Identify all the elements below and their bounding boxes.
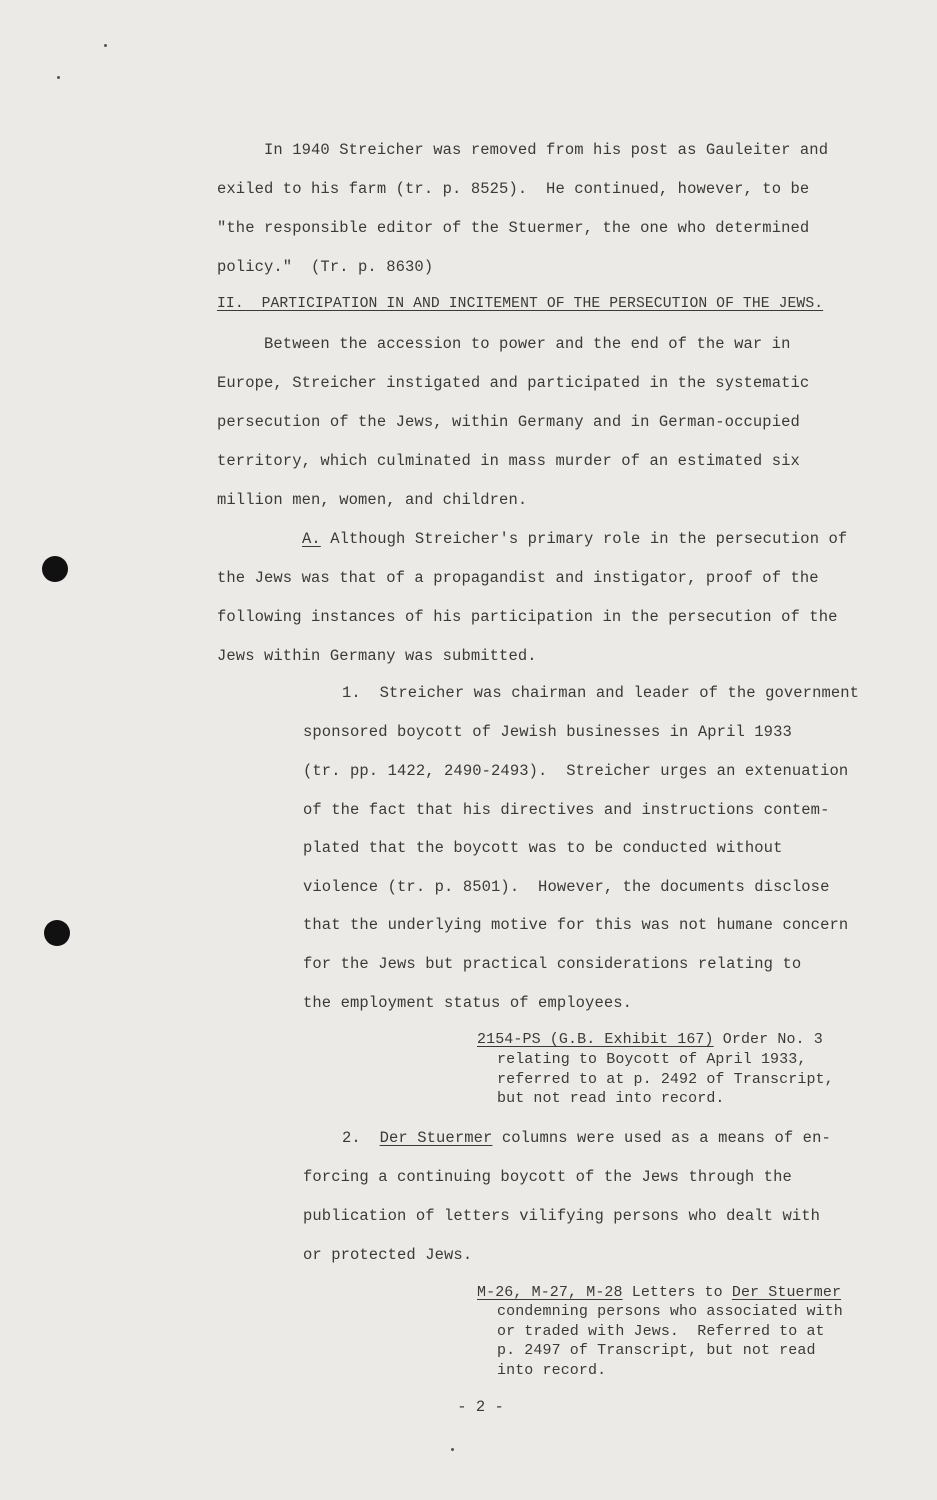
item1-line: sponsored boycott of Jewish businesses in April 1933: [303, 723, 792, 741]
para2-line: territory, which culminated in mass murder of an estimated six: [217, 452, 800, 470]
para2-line: million men, women, and children.: [217, 491, 528, 509]
ref2-title: Der Stuermer: [731, 1284, 842, 1301]
item2-first-text: columns were used as a means of en-: [492, 1129, 831, 1147]
page-number: - 2 -: [457, 1398, 504, 1416]
para2-line: persecution of the Jews, within Germany and in German-occupied: [217, 413, 800, 431]
item2-line: forcing a continuing boycott of the Jews through the: [303, 1168, 792, 1186]
punch-hole-top: [42, 556, 68, 582]
para2-line: Between the accession to power and the end of the war in: [264, 335, 791, 353]
ref1-line: but not read into record.: [497, 1090, 725, 1107]
ref1-line: relating to Boycott of April 1933,: [497, 1051, 807, 1068]
paraA-first-text: Although Streicher's primary role in the persecution of: [320, 530, 848, 548]
para1-line: "the responsible editor of the Stuermer, the one who determined: [217, 219, 810, 237]
ref2-line: or traded with Jews. Referred to at: [497, 1323, 825, 1340]
ref2-first-line: [477, 1283, 841, 1302]
item1-line: of the fact that his directives and instructions contem-: [303, 801, 830, 819]
para1-line: exiled to his farm (tr. p. 8525). He continued, however, to be: [217, 180, 810, 198]
item1-line: violence (tr. p. 8501). However, the documents disclose: [303, 878, 830, 896]
paraA-first-line: [302, 529, 847, 549]
ref2-line: p. 2497 of Transcript, but not read: [497, 1342, 816, 1359]
paraA-line: following instances of his participation in the persecution of the: [217, 608, 838, 626]
item1-line: for the Jews but practical considerations relating to: [303, 955, 802, 973]
section-heading: II. PARTICIPATION IN AND INCITEMENT OF THE PERSECUTION OF THE JEWS.: [217, 296, 824, 312]
item2-first-line: [342, 1128, 831, 1148]
speck: [104, 44, 107, 47]
ref1-exhibit: 2154-PS (G.B. Exhibit 167): [477, 1031, 714, 1048]
paraA-line: the Jews was that of a propagandist and instigator, proof of the: [217, 569, 819, 587]
punch-hole-bottom: [44, 920, 70, 946]
ref2-line: into record.: [497, 1362, 607, 1379]
item1-line: that the underlying motive for this was not humane concern: [303, 916, 849, 934]
ref1-first-line: [477, 1030, 823, 1049]
ref2-exhibit: M-26, M-27, M-28: [477, 1284, 623, 1301]
ref1-line: referred to at p. 2492 of Transcript,: [497, 1071, 834, 1088]
ref2-mid-text: Letters to: [622, 1284, 732, 1301]
item2-line: publication of letters vilifying persons who dealt with: [303, 1207, 821, 1225]
ref1-first-text: Order No. 3: [713, 1031, 823, 1048]
item2-number: 2.: [342, 1129, 380, 1147]
speck: [451, 1448, 454, 1451]
ref2-line: condemning persons who associated with: [497, 1303, 843, 1320]
paraA-line: Jews within Germany was submitted.: [217, 647, 537, 665]
item2-title: Der Stuermer: [379, 1129, 493, 1147]
speck: [57, 76, 60, 79]
para1-line: policy." (Tr. p. 8630): [217, 258, 434, 276]
item2-line: or protected Jews.: [303, 1246, 473, 1264]
paraA-label: A.: [302, 530, 321, 548]
item1-line: (tr. pp. 1422, 2490-2493). Streicher urges an extenuation: [303, 762, 849, 780]
item1-line: plated that the boycott was to be conducted without: [303, 839, 783, 857]
para1-line: In 1940 Streicher was removed from his post as Gauleiter and: [264, 141, 829, 159]
para2-line: Europe, Streicher instigated and participated in the systematic: [217, 374, 810, 392]
item1-line: the employment status of employees.: [303, 994, 633, 1012]
item1-line: 1. Streicher was chairman and leader of the government: [342, 684, 860, 702]
